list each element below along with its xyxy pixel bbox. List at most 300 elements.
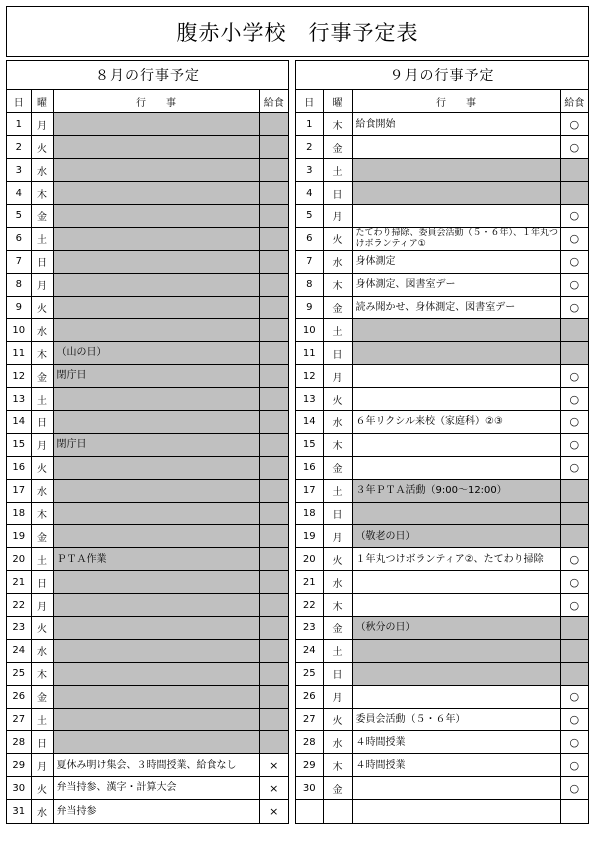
table-row: [7, 777, 288, 800]
meal-cell: [560, 479, 588, 502]
table-row: [296, 410, 588, 433]
table-row: [7, 662, 288, 685]
meal-cell: [259, 571, 288, 594]
weekday-cell: 火: [31, 296, 53, 319]
meal-cell: [259, 136, 288, 159]
event-cell: [53, 685, 259, 708]
day-cell: 21: [296, 571, 323, 594]
event-cell: [352, 159, 560, 182]
weekday-cell: 木: [323, 594, 352, 617]
day-cell: 11: [296, 342, 323, 365]
table-row: [7, 502, 288, 525]
weekday-cell: 月: [31, 113, 53, 136]
day-cell: 4: [7, 182, 31, 205]
meal-cell: [259, 204, 288, 227]
event-cell: [352, 800, 560, 823]
weekday-cell: 金: [31, 204, 53, 227]
meal-cell: [259, 685, 288, 708]
meal-cell: [560, 662, 588, 685]
day-cell: 16: [296, 456, 323, 479]
day-cell: 20: [296, 548, 323, 571]
event-cell: [53, 250, 259, 273]
table-row: [7, 319, 288, 342]
weekday-cell: 土: [31, 708, 53, 731]
meal-cell: ○: [560, 685, 588, 708]
event-cell: [53, 479, 259, 502]
day-cell: 1: [296, 113, 323, 136]
event-cell: [352, 456, 560, 479]
meal-cell: ○: [560, 388, 588, 411]
event-cell: [53, 410, 259, 433]
august-table: [7, 90, 288, 823]
table-row: [7, 479, 288, 502]
table-row: [296, 342, 588, 365]
event-cell: ６年リクシル来校（家庭科）②③: [352, 410, 560, 433]
day-cell: 28: [7, 731, 31, 754]
event-cell: 身体測定、図書室デー: [352, 273, 560, 296]
table-row: [7, 182, 288, 205]
event-cell: [53, 388, 259, 411]
day-cell: 5: [296, 204, 323, 227]
table-row: [296, 319, 588, 342]
table-row: [296, 571, 588, 594]
weekday-cell: 水: [31, 800, 53, 823]
meal-cell: [259, 594, 288, 617]
weekday-cell: 火: [31, 777, 53, 800]
day-cell: 4: [296, 182, 323, 205]
table-row: [7, 456, 288, 479]
meal-cell: [259, 182, 288, 205]
weekday-cell: 金: [31, 525, 53, 548]
weekday-cell: 水: [31, 479, 53, 502]
september-rows: [296, 113, 588, 823]
day-cell: 7: [7, 250, 31, 273]
table-row: [7, 410, 288, 433]
weekday-cell: 水: [31, 319, 53, 342]
table-row: [7, 342, 288, 365]
day-cell: 24: [7, 639, 31, 662]
event-cell: [53, 594, 259, 617]
meal-cell: ○: [560, 365, 588, 388]
weekday-cell: 水: [323, 410, 352, 433]
weekday-cell: 火: [31, 616, 53, 639]
table-row: [296, 136, 588, 159]
weekday-cell: 火: [323, 388, 352, 411]
meal-cell: ○: [560, 204, 588, 227]
day-cell: 6: [7, 227, 31, 250]
day-cell: 24: [296, 639, 323, 662]
table-row: [296, 639, 588, 662]
meal-cell: [259, 525, 288, 548]
meal-cell: [560, 616, 588, 639]
table-row: [296, 204, 588, 227]
event-cell: 給食開始: [352, 113, 560, 136]
day-cell: 13: [296, 388, 323, 411]
header-dow: 曜: [31, 90, 53, 113]
meal-cell: [259, 273, 288, 296]
event-cell: [53, 296, 259, 319]
meal-cell: ○: [560, 548, 588, 571]
event-cell: [352, 639, 560, 662]
table-row: [296, 662, 588, 685]
header-day: 日: [7, 90, 31, 113]
event-cell: [53, 113, 259, 136]
event-cell: [352, 204, 560, 227]
day-cell: 8: [7, 273, 31, 296]
event-cell: [352, 319, 560, 342]
weekday-cell: 火: [323, 227, 352, 250]
meal-cell: [259, 456, 288, 479]
weekday-cell: 月: [31, 273, 53, 296]
meal-cell: [259, 113, 288, 136]
day-cell: 11: [7, 342, 31, 365]
day-cell: 12: [7, 365, 31, 388]
event-cell: 読み聞かせ、身体測定、図書室デー: [352, 296, 560, 319]
meal-cell: [560, 800, 588, 823]
table-row: [296, 433, 588, 456]
header-event: 行 事: [53, 90, 259, 113]
meal-cell: [259, 296, 288, 319]
table-row: [296, 754, 588, 777]
meal-cell: ○: [560, 410, 588, 433]
meal-cell: ○: [560, 594, 588, 617]
meal-cell: ○: [560, 136, 588, 159]
weekday-cell: 木: [31, 502, 53, 525]
day-cell: 14: [296, 410, 323, 433]
meal-cell: ○: [560, 571, 588, 594]
day-cell: 9: [7, 296, 31, 319]
event-cell: [53, 319, 259, 342]
meal-cell: ○: [560, 227, 588, 250]
table-row: [296, 365, 588, 388]
day-cell: 10: [296, 319, 323, 342]
september-header-row: [296, 90, 588, 113]
weekday-cell: 日: [323, 502, 352, 525]
meal-cell: [259, 639, 288, 662]
weekday-cell: 水: [323, 571, 352, 594]
event-cell: [352, 182, 560, 205]
day-cell: 18: [296, 502, 323, 525]
event-cell: [53, 502, 259, 525]
day-cell: 5: [7, 204, 31, 227]
day-cell: 7: [296, 250, 323, 273]
weekday-cell: 金: [31, 365, 53, 388]
header-meal: 給食: [560, 90, 588, 113]
event-cell: [352, 365, 560, 388]
table-row: [7, 731, 288, 754]
day-cell: 8: [296, 273, 323, 296]
table-row: [7, 296, 288, 319]
event-cell: [53, 639, 259, 662]
table-row: [7, 800, 288, 823]
event-cell: [352, 571, 560, 594]
table-row: [7, 639, 288, 662]
meal-cell: ○: [560, 273, 588, 296]
table-row: [7, 365, 288, 388]
meal-cell: [560, 502, 588, 525]
meal-cell: ○: [560, 731, 588, 754]
table-row: [296, 159, 588, 182]
weekday-cell: 月: [323, 525, 352, 548]
page-title: 腹赤小学校 行事予定表: [6, 6, 589, 57]
event-cell: [53, 708, 259, 731]
day-cell: 29: [7, 754, 31, 777]
september-schedule: [295, 60, 589, 824]
event-cell: [352, 594, 560, 617]
meal-cell: [259, 548, 288, 571]
day-cell: 30: [7, 777, 31, 800]
day-cell: 31: [7, 800, 31, 823]
weekday-cell: 木: [323, 754, 352, 777]
meal-cell: [259, 662, 288, 685]
table-row: [7, 204, 288, 227]
event-cell: [53, 136, 259, 159]
meal-cell: [560, 182, 588, 205]
event-cell: [352, 685, 560, 708]
day-cell: 25: [296, 662, 323, 685]
day-cell: 13: [7, 388, 31, 411]
table-row: [296, 182, 588, 205]
weekday-cell: 金: [323, 136, 352, 159]
meal-cell: [259, 708, 288, 731]
table-row: [296, 616, 588, 639]
meal-cell: [259, 365, 288, 388]
event-cell: ４時間授業: [352, 754, 560, 777]
table-row: [296, 456, 588, 479]
event-cell: [352, 136, 560, 159]
event-cell: [352, 342, 560, 365]
weekday-cell: 金: [323, 296, 352, 319]
weekday-cell: 月: [31, 433, 53, 456]
table-row: [296, 296, 588, 319]
weekday-cell: 金: [323, 456, 352, 479]
table-row: [7, 433, 288, 456]
weekday-cell: 金: [323, 616, 352, 639]
day-cell: 15: [296, 433, 323, 456]
meal-cell: [259, 227, 288, 250]
table-row: [296, 685, 588, 708]
event-cell: 委員会活動（５・６年）: [352, 708, 560, 731]
event-cell: [53, 182, 259, 205]
event-cell: [352, 388, 560, 411]
table-row: [7, 273, 288, 296]
day-cell: 15: [7, 433, 31, 456]
day-cell: 17: [296, 479, 323, 502]
weekday-cell: 土: [323, 159, 352, 182]
table-row: [296, 227, 588, 250]
day-cell: 10: [7, 319, 31, 342]
table-row: [296, 777, 588, 800]
day-cell: 26: [7, 685, 31, 708]
header-meal: 給食: [259, 90, 288, 113]
weekday-cell: 月: [31, 754, 53, 777]
weekday-cell: 土: [323, 479, 352, 502]
weekday-cell: 月: [323, 685, 352, 708]
event-cell: [352, 502, 560, 525]
weekday-cell: 火: [31, 456, 53, 479]
meal-cell: ○: [560, 250, 588, 273]
event-cell: 夏休み明け集会、３時間授業、給食なし: [53, 754, 259, 777]
weekday-cell: 火: [323, 708, 352, 731]
day-cell: 19: [296, 525, 323, 548]
day-cell: 1: [7, 113, 31, 136]
table-row: [7, 525, 288, 548]
day-cell: 21: [7, 571, 31, 594]
event-cell: 閉庁日: [53, 433, 259, 456]
day-cell: 3: [296, 159, 323, 182]
weekday-cell: 火: [323, 548, 352, 571]
table-row: [7, 708, 288, 731]
day-cell: 20: [7, 548, 31, 571]
weekday-cell: 月: [323, 365, 352, 388]
event-cell: [53, 273, 259, 296]
day-cell: 2: [296, 136, 323, 159]
table-row: [7, 159, 288, 182]
day-cell: 28: [296, 731, 323, 754]
event-cell: [53, 525, 259, 548]
meal-cell: ○: [560, 708, 588, 731]
day-cell: 23: [296, 616, 323, 639]
weekday-cell: 水: [323, 250, 352, 273]
event-cell: [53, 571, 259, 594]
day-cell: 16: [7, 456, 31, 479]
event-cell: [352, 777, 560, 800]
event-cell: （秋分の日）: [352, 616, 560, 639]
meal-cell: ×: [259, 777, 288, 800]
weekday-cell: [323, 800, 352, 823]
weekday-cell: 木: [323, 433, 352, 456]
header-event: 行 事: [352, 90, 560, 113]
table-row: [296, 250, 588, 273]
table-row: [7, 685, 288, 708]
meal-cell: ○: [560, 113, 588, 136]
table-row: [296, 731, 588, 754]
meal-cell: ×: [259, 800, 288, 823]
weekday-cell: 土: [31, 388, 53, 411]
day-cell: [296, 800, 323, 823]
weekday-cell: 日: [323, 182, 352, 205]
table-row: [7, 754, 288, 777]
day-cell: 22: [7, 594, 31, 617]
day-cell: 27: [296, 708, 323, 731]
day-cell: 17: [7, 479, 31, 502]
meal-cell: ○: [560, 456, 588, 479]
weekday-cell: 日: [31, 410, 53, 433]
weekday-cell: 土: [31, 227, 53, 250]
event-cell: ＰＴＡ作業: [53, 548, 259, 571]
table-row: [7, 227, 288, 250]
meal-cell: ○: [560, 777, 588, 800]
meal-cell: [259, 342, 288, 365]
meal-cell: [259, 250, 288, 273]
table-row: [296, 113, 588, 136]
weekday-cell: 月: [31, 594, 53, 617]
day-cell: 22: [296, 594, 323, 617]
meal-cell: ×: [259, 754, 288, 777]
weekday-cell: 土: [31, 548, 53, 571]
event-cell: （山の日）: [53, 342, 259, 365]
meal-cell: [259, 502, 288, 525]
table-row: [7, 616, 288, 639]
event-cell: （敬老の日）: [352, 525, 560, 548]
day-cell: 9: [296, 296, 323, 319]
meal-cell: ○: [560, 754, 588, 777]
day-cell: 23: [7, 616, 31, 639]
meal-cell: [259, 319, 288, 342]
weekday-cell: 日: [31, 571, 53, 594]
table-row: [7, 136, 288, 159]
weekday-cell: 日: [323, 342, 352, 365]
table-row: [296, 273, 588, 296]
event-cell: １年丸つけボランティア②、たてわり掃除: [352, 548, 560, 571]
weekday-cell: 日: [323, 662, 352, 685]
table-row: [296, 479, 588, 502]
day-cell: 2: [7, 136, 31, 159]
day-cell: 26: [296, 685, 323, 708]
day-cell: 19: [7, 525, 31, 548]
table-row: [7, 113, 288, 136]
event-cell: 弁当持参: [53, 800, 259, 823]
day-cell: 27: [7, 708, 31, 731]
table-row: [296, 708, 588, 731]
weekday-cell: 日: [31, 731, 53, 754]
weekday-cell: 木: [31, 182, 53, 205]
event-cell: [352, 662, 560, 685]
weekday-cell: 金: [323, 777, 352, 800]
table-row: [7, 250, 288, 273]
meal-cell: [259, 159, 288, 182]
meal-cell: ○: [560, 296, 588, 319]
august-header-row: [7, 90, 288, 113]
weekday-cell: 日: [31, 250, 53, 273]
weekday-cell: 水: [31, 639, 53, 662]
meal-cell: [560, 319, 588, 342]
table-row: [7, 571, 288, 594]
day-cell: 12: [296, 365, 323, 388]
event-cell: [53, 204, 259, 227]
table-row: [296, 594, 588, 617]
event-cell: [53, 731, 259, 754]
meal-cell: [560, 525, 588, 548]
table-row: [296, 502, 588, 525]
day-cell: 30: [296, 777, 323, 800]
meal-cell: [259, 388, 288, 411]
meal-cell: [560, 342, 588, 365]
table-row: [296, 548, 588, 571]
weekday-cell: 金: [31, 685, 53, 708]
header-dow: 曜: [323, 90, 352, 113]
header-day: 日: [296, 90, 323, 113]
event-cell: [53, 662, 259, 685]
weekday-cell: 水: [323, 731, 352, 754]
september-table: [296, 90, 588, 823]
event-cell: [53, 227, 259, 250]
event-cell: [53, 616, 259, 639]
event-cell: 閉庁日: [53, 365, 259, 388]
event-cell: 身体測定: [352, 250, 560, 273]
meal-cell: [259, 433, 288, 456]
weekday-cell: 木: [323, 113, 352, 136]
meal-cell: [560, 159, 588, 182]
table-row: [7, 388, 288, 411]
event-cell: [53, 159, 259, 182]
weekday-cell: 木: [31, 342, 53, 365]
day-cell: 18: [7, 502, 31, 525]
august-schedule: [6, 60, 289, 824]
table-row: [7, 548, 288, 571]
weekday-cell: 水: [31, 159, 53, 182]
table-row: [296, 388, 588, 411]
